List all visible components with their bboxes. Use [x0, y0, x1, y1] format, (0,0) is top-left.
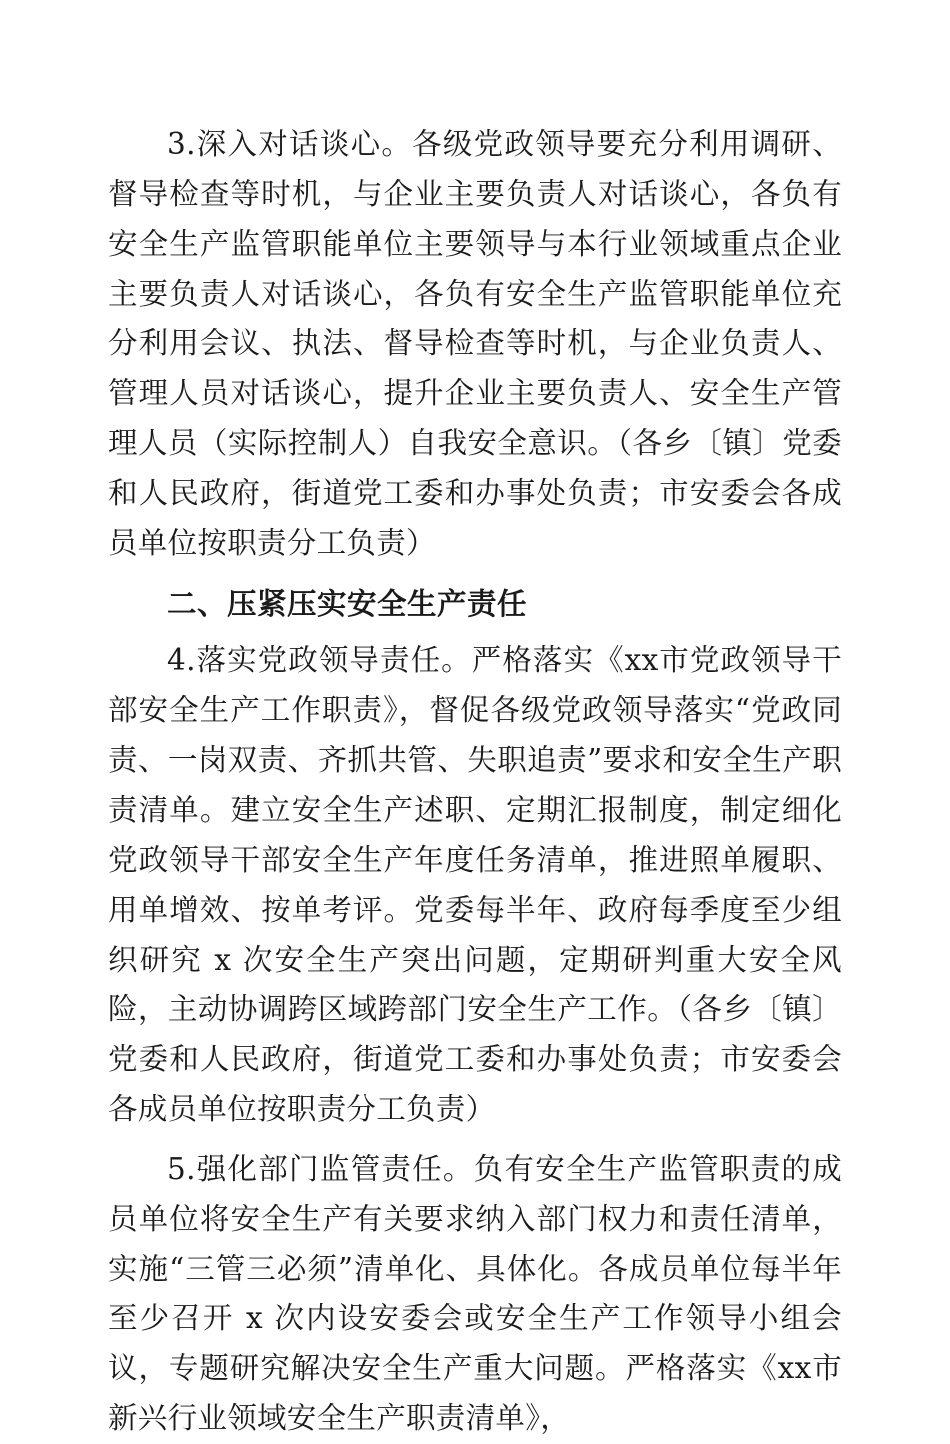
- paragraph-item-5: 5.强化部门监管责任。负有安全生产监管职责的成员单位将安全生产有关要求纳入部门权力和责任清单，实施“三管三必须”清单化、具体化。各成员单位每半年至少召开 x 次内设安委会或安全生产工作领导小组会议，专题研究解决安全生产重大问题。严格落实《xx市新兴行业领域安全生产职责清单》，: [108, 1151, 842, 1436]
- paragraph-item-4: 4.落实党政领导责任。严格落实《xx市党政领导干部安全生产工作职责》，督促各级党政领导落实“党政同责、一岗双责、齐抓共管、失职追责”要求和安全生产职责清单。建立安全生产述职、定期汇报制度，制定细化党政领导干部安全生产年度任务清单，推进照单履职、用单增效、按单考评。党委每半年、政府每季度至少组织研究 x 次安全生产突出问题，定期研判重大安全风险，主动协调跨区域跨部门安全生产工作。（各乡〔镇〕党委和人民政府，街道党工委和办事处负责；市安委会各成员单位按职责分工负责）: [108, 643, 842, 1127]
- section-heading-two: 二、压紧压实安全生产责任: [167, 585, 528, 621]
- paragraph-spacer-2: [108, 1135, 842, 1145]
- document-body: [108, 120, 842, 1444]
- paragraph-spacer: [108, 569, 842, 575]
- paragraph-item-3: 3.深入对话谈心。各级党政领导要充分利用调研、督导检查等时机，与企业主要负责人对话谈心，各负有安全生产监管职能单位主要领导与本行业领域重点企业主要负责人对话谈心，各负有安全生产监管职能单位充分利用会议、执法、督导检查等时机，与企业负责人、管理人员对话谈心，提升企业主要负责人、安全生产管理人员（实际控制人）自我安全意识。（各乡〔镇〕党委和人民政府，街道党工委和办事处负责；市安委会各成员单位按职责分工负责）: [108, 127, 842, 560]
